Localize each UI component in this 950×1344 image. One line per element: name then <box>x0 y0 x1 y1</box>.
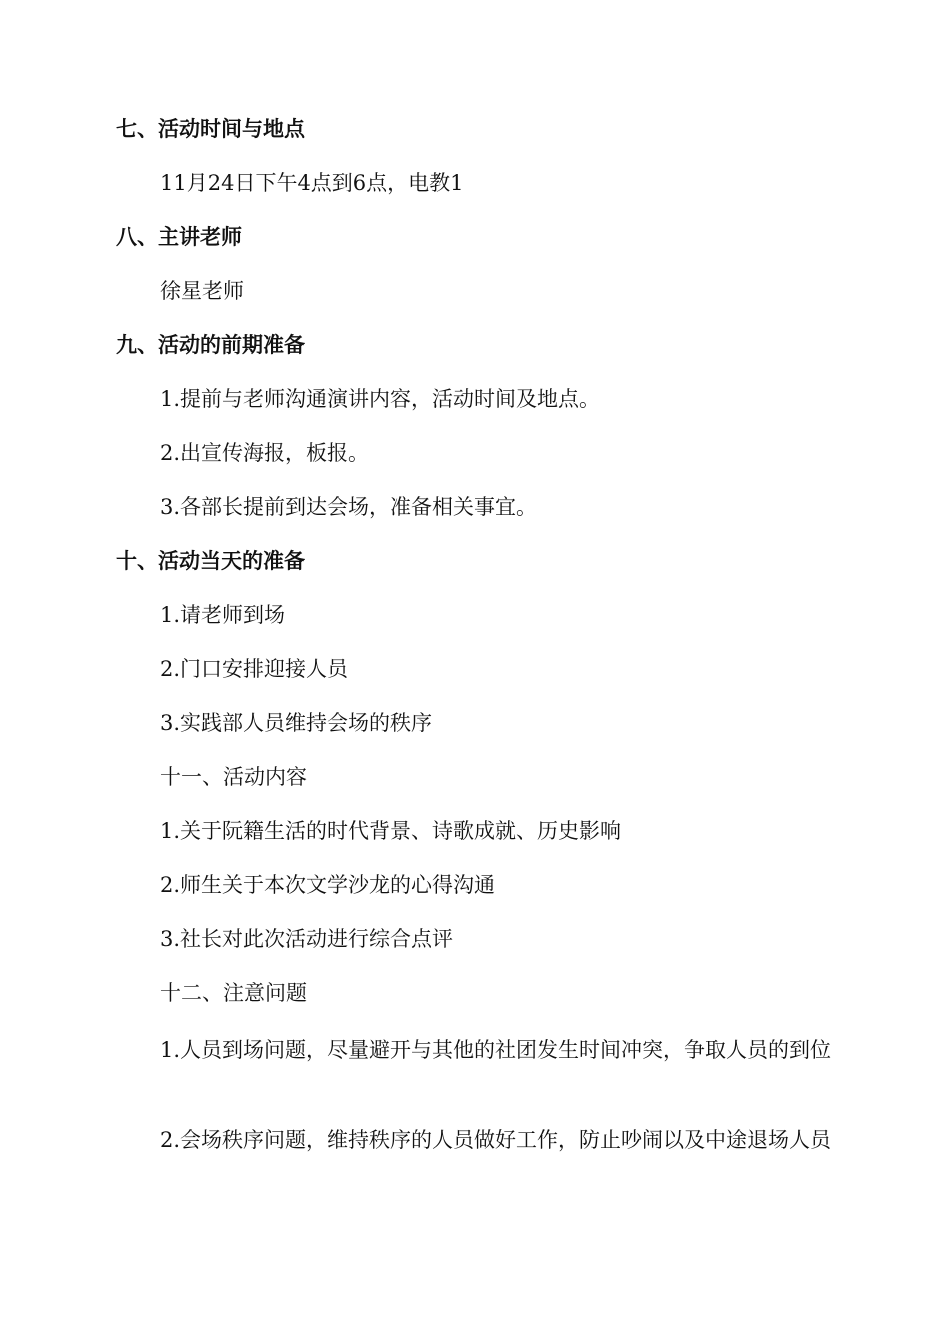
section-body-8: 徐星老师 <box>160 279 244 303</box>
section-heading-8: 八、主讲老师 <box>116 225 242 249</box>
list-item: 1.关于阮籍生活的时代背景、诗歌成就、历史影响 <box>160 819 622 843</box>
list-item: 2.会场秩序问题，维持秩序的人员做好工作，防止吵闹以及中途退场人员 <box>160 1128 832 1152</box>
section-heading-9: 九、活动的前期准备 <box>116 333 305 357</box>
list-item: 2.师生关于本次文学沙龙的心得沟通 <box>160 873 496 897</box>
section-heading-10: 十、活动当天的准备 <box>116 549 305 573</box>
section-heading-11: 十一、活动内容 <box>160 765 307 789</box>
section-heading-7: 七、活动时间与地点 <box>116 117 305 141</box>
list-item: 2.出宣传海报，板报。 <box>160 441 370 465</box>
section-body-7: 11月24日下午4点到6点，电教1 <box>160 171 464 195</box>
list-item: 3.各部长提前到达会场，准备相关事宜。 <box>160 495 538 519</box>
list-item: 3.社长对此次活动进行综合点评 <box>160 927 454 951</box>
list-item: 2.门口安排迎接人员 <box>160 657 349 681</box>
list-item: 1.请老师到场 <box>160 603 286 627</box>
list-item: 1.提前与老师沟通演讲内容，活动时间及地点。 <box>160 387 601 411</box>
list-item: 1.人员到场问题，尽量避开与其他的社团发生时间冲突，争取人员的到位 <box>160 1038 832 1062</box>
list-item: 3.实践部人员维持会场的秩序 <box>160 711 433 735</box>
section-heading-12: 十二、注意问题 <box>160 981 307 1005</box>
